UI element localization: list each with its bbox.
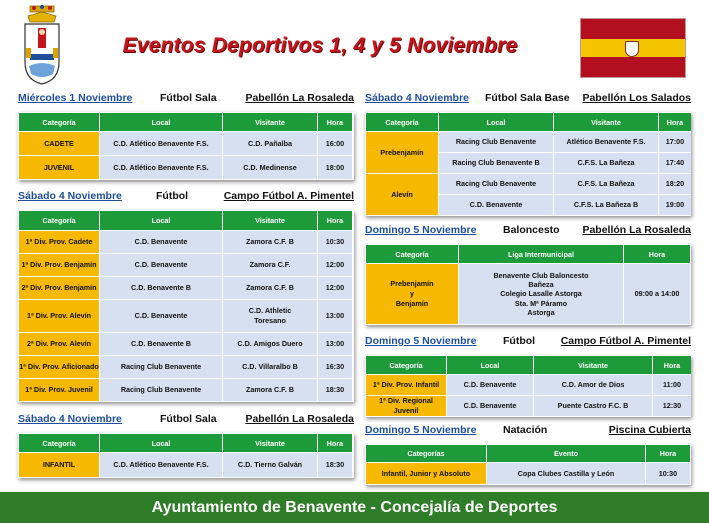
visitor-cell: C.D. Amor de Dios <box>534 375 652 395</box>
column-header: Visitante <box>554 113 658 131</box>
section-sat-futbol <box>18 190 354 402</box>
local-cell: C.D. Benavente <box>447 396 533 416</box>
visitor-cell: Zamora C.F. <box>223 254 317 276</box>
category-cell <box>366 264 458 324</box>
schedule-table <box>365 444 691 485</box>
column-header: Categoría <box>19 211 99 230</box>
time-cell: 10:30 <box>646 463 690 484</box>
local-cell: Racing Club Benavente <box>100 356 222 378</box>
column-header: Liga Intermunicipal <box>459 245 623 263</box>
column-header: Categoría <box>366 113 438 131</box>
column-header: Evento <box>487 445 645 462</box>
section-sun-baloncesto <box>365 224 691 325</box>
local-cell: Racing Club Benavente B <box>439 153 553 173</box>
time-cell: 17:40 <box>659 153 691 173</box>
section-sport: Fútbol <box>503 335 536 347</box>
visitor-cell: Zamora C.F. B <box>223 231 317 253</box>
column-header: Hora <box>653 356 691 374</box>
column-header: Hora <box>318 113 352 131</box>
section-sat-futbol-sala <box>18 413 354 478</box>
column-header: Hora <box>624 245 690 263</box>
team-name: Bañeza <box>528 279 554 289</box>
section-sport: Fútbol Sala <box>160 92 217 104</box>
section-sport: Fútbol Sala <box>160 413 217 425</box>
time-cell: 18:30 <box>318 453 352 477</box>
column-header: Categoría <box>366 356 446 374</box>
category-cell: 2ª Div. Prov. Benjamín <box>19 277 99 299</box>
section-date: Domingo 5 Noviembre <box>365 224 477 236</box>
time-cell: 11:00 <box>653 375 691 395</box>
section-sport: Fútbol Sala Base <box>485 92 570 104</box>
column-header: Categoría <box>19 113 99 131</box>
time-cell: 17:00 <box>659 132 691 152</box>
category-cell: 1ª Div. Prov. Juvenil <box>19 379 99 401</box>
visitor-cell: C.F.S. La Bañeza <box>554 174 658 194</box>
category-line: Prebenjamín <box>390 279 434 289</box>
section-wed-futbol-sala <box>18 92 354 180</box>
category-cell: INFANTIL <box>19 453 99 477</box>
time-cell: 16:00 <box>318 132 352 155</box>
visitor-cell: C.D. Medinense <box>223 156 317 179</box>
category-cell: Alevín <box>366 174 438 215</box>
time-cell: 12:00 <box>318 254 352 276</box>
section-date: Sábado 4 Noviembre <box>18 190 122 202</box>
category-cell: JUVENIL <box>19 156 99 179</box>
section-venue: Campo Fútbol A. Pimentel <box>223 190 354 202</box>
section-sat-futbol-sala-base <box>365 92 691 216</box>
section-date: Domingo 5 Noviembre <box>365 335 477 347</box>
local-cell: C.D. Benavente <box>100 231 222 253</box>
footer-banner: Ayuntamiento de Benavente - Concejalía de Deportes <box>0 492 709 523</box>
team-name: Colegio Lasalle Astorga <box>500 289 582 299</box>
time-cell: 09:00 a 14:00 <box>624 264 690 324</box>
category-line: y <box>410 289 414 299</box>
column-header: Local <box>100 113 222 131</box>
page-title: Eventos Deportivos 1, 4 y 5 Noviembre <box>122 34 518 57</box>
column-header: Local <box>439 113 553 131</box>
local-cell: Racing Club Benavente <box>100 379 222 401</box>
local-cell: C.D. Benavente <box>439 195 553 215</box>
local-cell: C.D. Benavente <box>100 254 222 276</box>
schedule-table <box>18 433 354 478</box>
team-name: Benavente Club Baloncesto <box>493 270 589 280</box>
column-header: Visitante <box>223 113 317 131</box>
schedule-table <box>365 355 691 417</box>
local-cell: C.D. Atlético Benavente F.S. <box>100 453 222 477</box>
coat-of-arms-icon <box>20 4 64 88</box>
schedule-table <box>18 112 354 180</box>
teams-cell <box>459 264 623 324</box>
schedule-table <box>365 244 691 325</box>
section-venue: Pabellón Los Salados <box>582 92 691 104</box>
visitor-cell: C.F.S. La Bañeza <box>554 153 658 173</box>
category-line: Benjamín <box>395 298 429 308</box>
column-header: Categorías <box>366 445 486 462</box>
local-cell: Racing Club Benavente <box>439 132 553 152</box>
section-sun-futbol <box>365 335 691 417</box>
section-venue: Pabellón La Rosaleda <box>245 413 354 425</box>
time-cell: 18:30 <box>318 379 352 401</box>
local-cell: Racing Club Benavente <box>439 174 553 194</box>
local-cell: C.D. Benavente B <box>100 333 222 355</box>
category-cell: 1ª Div. Prov. Infantil <box>366 375 446 395</box>
schedule-table <box>365 112 691 216</box>
column-header: Categoría <box>366 245 458 263</box>
flag-icon <box>580 18 686 78</box>
section-venue: Pabellón La Rosaleda <box>245 92 354 104</box>
visitor-cell: C.F.S. La Bañeza B <box>554 195 658 215</box>
column-header: Hora <box>646 445 690 462</box>
visitor-cell: Zamora C.F. B <box>223 277 317 299</box>
column-header: Visitante <box>223 434 317 452</box>
column-header: Hora <box>659 113 691 131</box>
category-cell: 1ª Div. Regional Juvenil <box>366 396 446 416</box>
category-cell: 2ª Div. Prov. Alevín <box>19 333 99 355</box>
local-cell: C.D. Benavente <box>447 375 533 395</box>
local-cell: C.D. Atlético Benavente F.S. <box>100 132 222 155</box>
schedule-table <box>18 210 354 402</box>
column-header: Local <box>100 211 222 230</box>
visitor-cell: C.D. Villaralbo B <box>223 356 317 378</box>
column-header: Visitante <box>223 211 317 230</box>
category-cell: CADETE <box>19 132 99 155</box>
section-sun-natacion <box>365 424 691 485</box>
column-header: Local <box>100 434 222 452</box>
section-date: Miércoles 1 Noviembre <box>18 92 133 104</box>
time-cell: 13:00 <box>318 300 352 332</box>
category-cell: Prebenjamín <box>366 132 438 173</box>
time-cell: 16:30 <box>318 356 352 378</box>
team-name: Sta. Mª Páramo <box>514 298 568 308</box>
visitor-cell: C.D. Athletic Toresano <box>223 300 317 332</box>
visitor-cell: C.D. Amigos Duero <box>223 333 317 355</box>
category-cell: 1ª Div. Prov. Aficionado <box>19 356 99 378</box>
local-cell: C.D. Atlético Benavente F.S. <box>100 156 222 179</box>
category-cell: 1ª Div. Prov. Alevín <box>19 300 99 332</box>
visitor-cell: Zamora C.F. B <box>223 379 317 401</box>
time-cell: 18:00 <box>318 156 352 179</box>
time-cell: 13:00 <box>318 333 352 355</box>
column-header: Hora <box>318 434 352 452</box>
section-venue: Piscina Cubierta <box>608 424 691 436</box>
local-cell: C.D. Benavente B <box>100 277 222 299</box>
time-cell: 18:20 <box>659 174 691 194</box>
section-date: Sábado 4 Noviembre <box>365 92 469 104</box>
column-header: Hora <box>318 211 352 230</box>
team-name: Astorga <box>527 308 555 318</box>
visitor-cell: C.D. Pañalba <box>223 132 317 155</box>
visitor-cell: Atlético Benavente F.S. <box>554 132 658 152</box>
column-header: Visitante <box>534 356 652 374</box>
time-cell: 10:30 <box>318 231 352 253</box>
time-cell: 12:00 <box>318 277 352 299</box>
event-cell: Copa Clubes Castilla y León <box>487 463 645 484</box>
category-cell: 1ª Div. Prov. Benjamín <box>19 254 99 276</box>
category-cell: Infantil, Junior y Absoluto <box>366 463 486 484</box>
section-date: Sábado 4 Noviembre <box>18 413 122 425</box>
section-sport: Baloncesto <box>503 224 560 236</box>
local-cell: C.D. Benavente <box>100 300 222 332</box>
section-venue: Pabellón La Rosaleda <box>582 224 691 236</box>
time-cell: 19:00 <box>659 195 691 215</box>
column-header: Categoría <box>19 434 99 452</box>
category-cell: 1ª Div. Prov. Cadete <box>19 231 99 253</box>
section-sport: Fútbol <box>156 190 189 202</box>
section-sport: Natación <box>503 424 548 436</box>
visitor-cell: C.D. Tierno Galván <box>223 453 317 477</box>
section-date: Domingo 5 Noviembre <box>365 424 477 436</box>
column-header: Local <box>447 356 533 374</box>
time-cell: 12:30 <box>653 396 691 416</box>
section-venue: Campo Fútbol A. Pimentel <box>560 335 691 347</box>
visitor-cell: Puente Castro F.C. B <box>534 396 652 416</box>
